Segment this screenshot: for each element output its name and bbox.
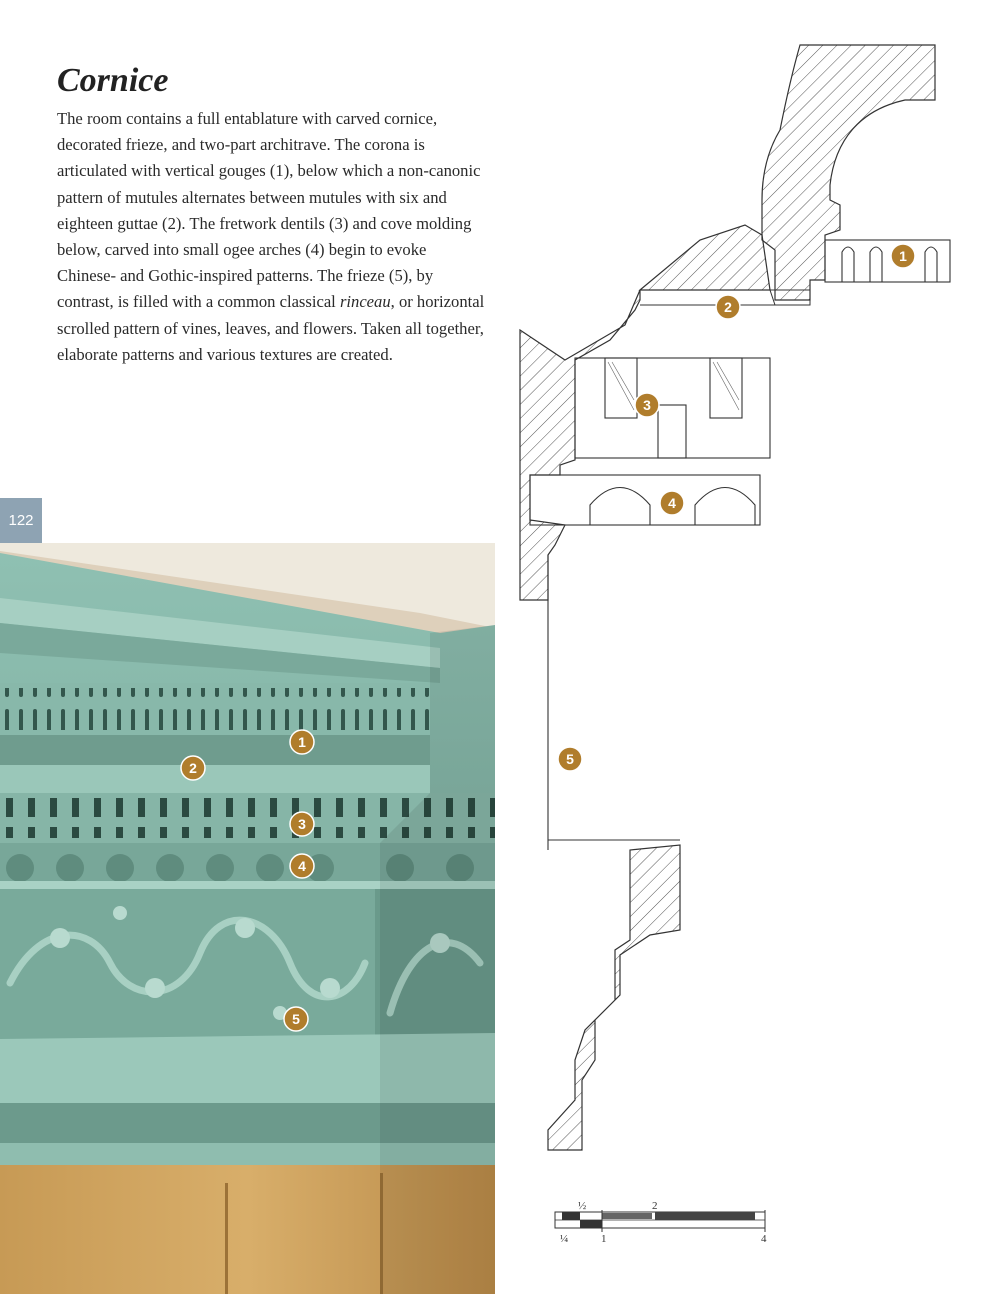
scale-label-two: 2 xyxy=(652,1200,658,1212)
drawing-callout-5 xyxy=(558,747,582,771)
page-number: 122 xyxy=(8,512,34,529)
drawing-callout-1 xyxy=(891,244,915,268)
photo-callout-4-label: 4 xyxy=(298,858,306,874)
scale-label-one: 1 xyxy=(601,1233,607,1245)
body-text-part-1: The room contains a full entablature with carved cornice, decorated frieze, and two-part architrave. The corona is articulated with vertical gouges (1), below which a non-canonic pattern of mutules alternates between mutules with six and eighteen guttae (2). The fretwork dentils (3) and cove molding below, carved into small ogee arches (4) begin to evoke Chinese- and Gothic-inspired patterns. The frieze (5), by contrast, is filled with a common classical xyxy=(57,109,481,312)
photo-callout-1 xyxy=(290,730,314,754)
drawing-callout-2 xyxy=(716,295,740,319)
drawing-callout-3-label: 3 xyxy=(643,397,651,413)
drawing-callout-4 xyxy=(660,491,684,515)
scale-label-quarter: ¼ xyxy=(560,1233,569,1245)
photo-callout-2 xyxy=(181,756,205,780)
profile-hatching xyxy=(520,45,935,1150)
scale-bar xyxy=(555,1200,767,1245)
drawing-callout-2-label: 2 xyxy=(724,299,732,315)
photo-callout-3-label: 3 xyxy=(298,816,306,832)
body-text-part-2: , or horizontal scrolled pattern of vines, leaves, and flowers. Taken all together, elaborate patterns and various textures are created. xyxy=(57,292,485,364)
photo-callout-2-label: 2 xyxy=(189,760,197,776)
photo-callout-5-label: 5 xyxy=(292,1011,300,1027)
photo-callout-3 xyxy=(290,812,314,836)
scale-label-half: ½ xyxy=(578,1200,587,1212)
page-title: Cornice xyxy=(57,62,169,99)
photo-callout-5 xyxy=(284,1007,308,1031)
profile-outlines xyxy=(530,240,950,850)
drawing-callout-1-label: 1 xyxy=(899,248,907,264)
drawing-callout-3 xyxy=(635,393,659,417)
photo-callout-4 xyxy=(290,854,314,878)
italic-term-rinceau: rinceau xyxy=(339,292,391,312)
drawing-callout-5-label: 5 xyxy=(566,751,574,767)
profile-shading xyxy=(608,362,739,410)
drawing-callout-4-label: 4 xyxy=(668,495,676,511)
photo-callout-1-label: 1 xyxy=(298,734,306,750)
scale-label-four: 4 xyxy=(761,1233,767,1245)
cornice-profile-drawing xyxy=(500,0,1000,1294)
